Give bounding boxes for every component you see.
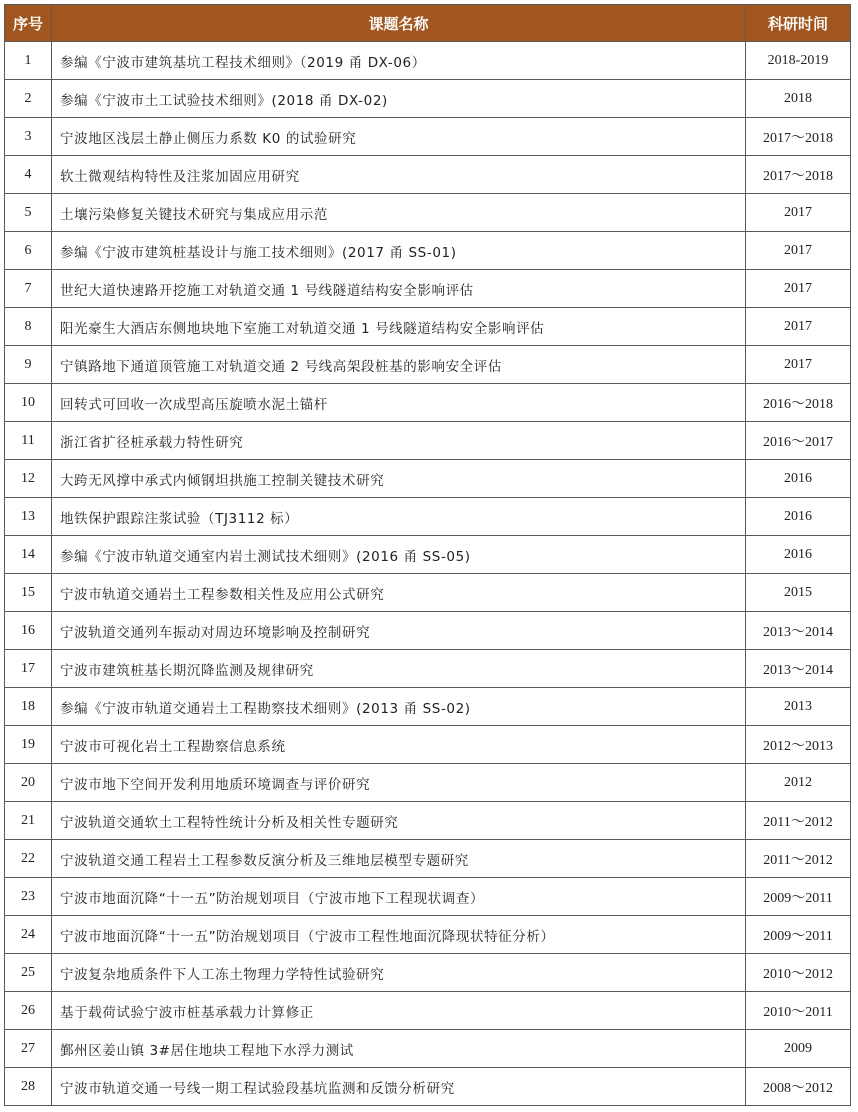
- row-research-time-cell: 2018: [746, 80, 851, 118]
- table-row: [5, 726, 851, 764]
- row-project-name-cell: 浙江省扩径桩承载力特性研究: [52, 422, 746, 460]
- row-index-cell: 18: [5, 688, 52, 726]
- table-row: [5, 992, 851, 1030]
- row-index-cell: 1: [5, 42, 52, 80]
- table-row: [5, 118, 851, 156]
- row-project-name-cell: 宁波市建筑桩基长期沉降监测及规律研究: [52, 650, 746, 688]
- row-index-cell: 14: [5, 536, 52, 574]
- row-project-name-cell: 参编《宁波市土工试验技术细则》(2018 甬 DX-02): [52, 80, 746, 118]
- row-index-cell: 2: [5, 80, 52, 118]
- row-research-time-cell: 2009～2011: [746, 916, 851, 954]
- row-project-name-cell: 世纪大道快速路开挖施工对轨道交通 1 号线隧道结构安全影响评估: [52, 270, 746, 308]
- row-project-name-cell: 宁波轨道交通工程岩土工程参数反演分析及三维地层模型专题研究: [52, 840, 746, 878]
- row-research-time-cell: 2009～2011: [746, 878, 851, 916]
- table-row: [5, 878, 851, 916]
- row-index-cell: 7: [5, 270, 52, 308]
- row-index-cell: 12: [5, 460, 52, 498]
- row-project-name-cell: 土壤污染修复关键技术研究与集成应用示范: [52, 194, 746, 232]
- row-project-name-cell: 参编《宁波市建筑桩基设计与施工技术细则》(2017 甬 SS-01): [52, 232, 746, 270]
- row-research-time-cell: 2017～2018: [746, 156, 851, 194]
- row-research-time-cell: 2013: [746, 688, 851, 726]
- row-project-name-cell: 回转式可回收一次成型高压旋喷水泥土锚杆: [52, 384, 746, 422]
- table-row: [5, 384, 851, 422]
- table-row: [5, 232, 851, 270]
- row-index-cell: 16: [5, 612, 52, 650]
- table-row: [5, 1068, 851, 1106]
- row-research-time-cell: 2016: [746, 460, 851, 498]
- row-research-time-cell: 2012: [746, 764, 851, 802]
- row-project-name-cell: 参编《宁波市轨道交通室内岩土测试技术细则》(2016 甬 SS-05): [52, 536, 746, 574]
- row-research-time-cell: 2017: [746, 194, 851, 232]
- table-row: [5, 422, 851, 460]
- row-project-name-cell: 宁波市轨道交通一号线一期工程试验段基坑监测和反馈分析研究: [52, 1068, 746, 1106]
- table-row: [5, 194, 851, 232]
- table-row: [5, 308, 851, 346]
- row-project-name-cell: 宁波市地面沉降“十一五”防治规划项目（宁波市地下工程现状调查）: [52, 878, 746, 916]
- row-research-time-cell: 2012～2013: [746, 726, 851, 764]
- header-project-name: 课题名称: [52, 5, 746, 42]
- row-research-time-cell: 2016～2017: [746, 422, 851, 460]
- row-project-name-cell: 参编《宁波市建筑基坑工程技术细则》（2019 甬 DX-06）: [52, 42, 746, 80]
- row-index-cell: 22: [5, 840, 52, 878]
- row-index-cell: 8: [5, 308, 52, 346]
- row-project-name-cell: 参编《宁波市轨道交通岩土工程勘察技术细则》(2013 甬 SS-02): [52, 688, 746, 726]
- row-index-cell: 24: [5, 916, 52, 954]
- row-project-name-cell: 阳光豪生大酒店东侧地块地下室施工对轨道交通 1 号线隧道结构安全影响评估: [52, 308, 746, 346]
- row-index-cell: 10: [5, 384, 52, 422]
- research-projects-table: [4, 4, 851, 1106]
- row-research-time-cell: 2017: [746, 232, 851, 270]
- row-index-cell: 17: [5, 650, 52, 688]
- row-project-name-cell: 宁波轨道交通软土工程特性统计分析及相关性专题研究: [52, 802, 746, 840]
- row-research-time-cell: 2010～2012: [746, 954, 851, 992]
- row-research-time-cell: 2011～2012: [746, 840, 851, 878]
- table-body: [5, 42, 851, 1106]
- row-research-time-cell: 2015: [746, 574, 851, 612]
- row-project-name-cell: 宁波复杂地质条件下人工冻土物理力学特性试验研究: [52, 954, 746, 992]
- row-research-time-cell: 2018-2019: [746, 42, 851, 80]
- row-index-cell: 21: [5, 802, 52, 840]
- table-row: [5, 954, 851, 992]
- row-index-cell: 25: [5, 954, 52, 992]
- table-row: [5, 80, 851, 118]
- table-header-row: [5, 5, 851, 42]
- row-project-name-cell: 宁镇路地下通道顶管施工对轨道交通 2 号线高架段桩基的影响安全评估: [52, 346, 746, 384]
- row-index-cell: 28: [5, 1068, 52, 1106]
- row-project-name-cell: 软土微观结构特性及注浆加固应用研究: [52, 156, 746, 194]
- table-row: [5, 916, 851, 954]
- header-index: 序号: [5, 5, 52, 42]
- row-index-cell: 27: [5, 1030, 52, 1068]
- row-project-name-cell: 宁波地区浅层土静止侧压力系数 K0 的试验研究: [52, 118, 746, 156]
- table-row: [5, 346, 851, 384]
- row-research-time-cell: 2016: [746, 498, 851, 536]
- row-index-cell: 4: [5, 156, 52, 194]
- table-row: [5, 688, 851, 726]
- row-index-cell: 20: [5, 764, 52, 802]
- row-research-time-cell: 2013～2014: [746, 612, 851, 650]
- row-project-name-cell: 宁波市轨道交通岩土工程参数相关性及应用公式研究: [52, 574, 746, 612]
- row-research-time-cell: 2017: [746, 308, 851, 346]
- table-row: [5, 840, 851, 878]
- row-index-cell: 26: [5, 992, 52, 1030]
- row-index-cell: 5: [5, 194, 52, 232]
- table-row: [5, 764, 851, 802]
- row-project-name-cell: 宁波市可视化岩土工程勘察信息系统: [52, 726, 746, 764]
- table-row: [5, 156, 851, 194]
- row-research-time-cell: 2010～2011: [746, 992, 851, 1030]
- table-row: [5, 650, 851, 688]
- table-row: [5, 612, 851, 650]
- row-research-time-cell: 2008～2012: [746, 1068, 851, 1106]
- row-index-cell: 9: [5, 346, 52, 384]
- row-research-time-cell: 2013～2014: [746, 650, 851, 688]
- row-research-time-cell: 2011～2012: [746, 802, 851, 840]
- row-project-name-cell: 宁波市地面沉降“十一五”防治规划项目（宁波市工程性地面沉降现状特征分析）: [52, 916, 746, 954]
- row-research-time-cell: 2009: [746, 1030, 851, 1068]
- table-row: [5, 802, 851, 840]
- row-index-cell: 13: [5, 498, 52, 536]
- header-research-time: 科研时间: [746, 5, 851, 42]
- row-research-time-cell: 2017: [746, 346, 851, 384]
- row-project-name-cell: 基于载荷试验宁波市桩基承载力计算修正: [52, 992, 746, 1030]
- row-index-cell: 19: [5, 726, 52, 764]
- row-index-cell: 23: [5, 878, 52, 916]
- row-index-cell: 3: [5, 118, 52, 156]
- table-row: [5, 536, 851, 574]
- row-research-time-cell: 2016: [746, 536, 851, 574]
- table-row: [5, 574, 851, 612]
- table-row: [5, 460, 851, 498]
- row-index-cell: 6: [5, 232, 52, 270]
- row-index-cell: 11: [5, 422, 52, 460]
- row-research-time-cell: 2017～2018: [746, 118, 851, 156]
- row-project-name-cell: 地铁保护跟踪注浆试验（TJ3112 标）: [52, 498, 746, 536]
- row-project-name-cell: 大跨无风撑中承式内倾钢坦拱施工控制关键技术研究: [52, 460, 746, 498]
- table-row: [5, 1030, 851, 1068]
- table-row: [5, 498, 851, 536]
- row-project-name-cell: 宁波轨道交通列车振动对周边环境影响及控制研究: [52, 612, 746, 650]
- table-row: [5, 42, 851, 80]
- row-project-name-cell: 鄞州区姜山镇 3#居住地块工程地下水浮力测试: [52, 1030, 746, 1068]
- table-row: [5, 270, 851, 308]
- research-projects-sheet: [4, 4, 850, 1107]
- row-project-name-cell: 宁波市地下空间开发利用地质环境调查与评价研究: [52, 764, 746, 802]
- row-index-cell: 15: [5, 574, 52, 612]
- row-research-time-cell: 2016～2018: [746, 384, 851, 422]
- row-research-time-cell: 2017: [746, 270, 851, 308]
